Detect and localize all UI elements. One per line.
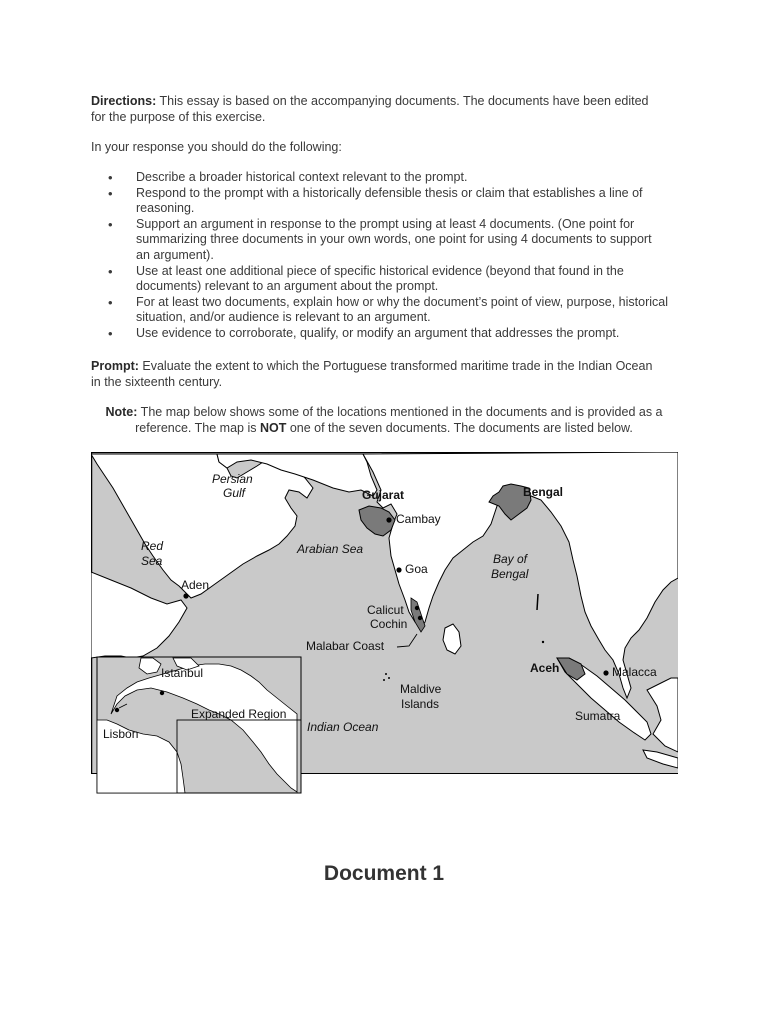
- note-text-before: The map below shows some of the locations mentioned in the documents and is provided as a reference. The map is: [135, 405, 663, 435]
- label-malabar-coast: Malabar Coast: [306, 639, 385, 653]
- label-expanded-region: Expanded Region: [191, 707, 287, 721]
- city-dot-aden: [183, 593, 188, 598]
- task-item: • Use at least one additional piece of specific historical evidence (beyond that found in the documents) relevant to an argument about the prompt.: [108, 264, 668, 295]
- label-red-sea-1: Red: [141, 539, 164, 553]
- label-calicut: Calicut: [367, 603, 404, 617]
- directions-paragraph: [91, 94, 661, 125]
- inset-map: [97, 657, 301, 793]
- label-cochin: Cochin: [370, 617, 408, 631]
- label-persian-gulf-2: Gulf: [223, 486, 246, 500]
- city-dot-goa: [396, 567, 401, 572]
- label-bay-of-bengal-2: Bengal: [491, 567, 529, 581]
- task-item: • Describe a broader historical context relevant to the prompt.: [108, 170, 668, 186]
- label-cambay: Cambay: [396, 512, 441, 526]
- directions-label: Directions:: [91, 94, 157, 108]
- intro-text: In your response you should do the following:: [91, 140, 342, 154]
- directions-text: This essay is based on the accompanying documents. The documents have been edited for the purpose of this exercise.: [91, 94, 649, 124]
- label-istanbul: Istanbul: [161, 666, 204, 680]
- label-bay-of-bengal-1: Bay of: [493, 552, 528, 566]
- label-persian-gulf-1: Persian: [212, 472, 253, 486]
- city-dot-cambay: [386, 517, 391, 522]
- prompt-paragraph: [91, 359, 656, 390]
- label-gujarat: Gujarat: [362, 488, 405, 502]
- task-item: • For at least two documents, explain how or why the document’s point of view, purpose, historical situation, and/or audience is relevant to an argument.: [108, 295, 668, 326]
- note-emphasis: NOT: [259, 420, 287, 435]
- city-dot-calicut: [415, 606, 419, 610]
- label-malacca: Malacca: [612, 665, 657, 679]
- city-dot-cochin: [418, 616, 422, 620]
- task-item: • Respond to the prompt with a historically defensible thesis or claim that establishes a line of reasoning.: [108, 186, 668, 217]
- label-sumatra: Sumatra: [575, 709, 621, 723]
- task-list: [108, 170, 668, 342]
- label-red-sea-2: Sea: [141, 554, 163, 568]
- city-dot-malacca: [603, 670, 608, 675]
- label-maldive-1: Maldive: [400, 682, 442, 696]
- task-item: • Use evidence to corroborate, qualify, or modify an argument that addresses the prompt.: [108, 326, 668, 342]
- task-item: • Support an argument in response to the prompt using at least 4 documents. (One point for summarizing three documents in your own words, one point for using 4 documents to support an argument).: [108, 217, 668, 264]
- indian-ocean-map: [91, 452, 678, 794]
- note-text-after: one of the seven documents. The documents are listed below.: [286, 420, 633, 435]
- label-bengal: Bengal: [523, 485, 564, 499]
- note-paragraph: [91, 405, 677, 436]
- note-label: Note:: [105, 405, 138, 419]
- label-aceh: Aceh: [530, 661, 560, 675]
- label-goa: Goa: [405, 562, 428, 576]
- prompt-label: Prompt:: [91, 359, 139, 373]
- label-indian-ocean: Indian Ocean: [307, 720, 379, 734]
- label-aden: Aden: [181, 578, 210, 592]
- label-arabian-sea: Arabian Sea: [297, 542, 364, 556]
- label-maldive-2: Islands: [401, 697, 440, 711]
- label-lisbon: Lisbon: [103, 727, 139, 741]
- document-title: Document 1: [323, 862, 445, 885]
- prompt-text: Evaluate the extent to which the Portuguese transformed maritime trade in the Indian Ocean in the sixteenth century.: [91, 359, 653, 389]
